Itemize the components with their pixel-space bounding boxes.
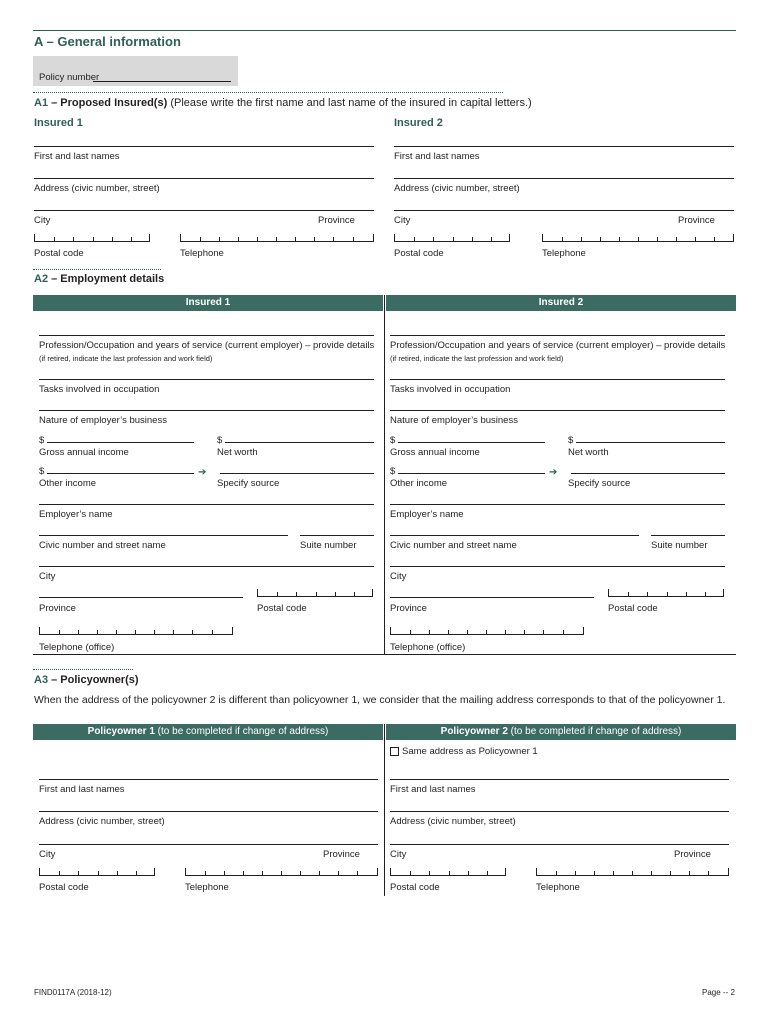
a1-i1-name-field[interactable] bbox=[34, 146, 374, 147]
a3-o1-name-label: First and last names bbox=[39, 784, 125, 795]
a2-i1-province-label: Province bbox=[39, 603, 76, 614]
a2-i1-employer-label: Employer’s name bbox=[39, 509, 113, 520]
a2-i2-gross-label: Gross annual income bbox=[390, 447, 480, 458]
a2-title: – Employment details bbox=[48, 273, 165, 285]
a2-i2-postal-label: Postal code bbox=[608, 603, 658, 614]
a3-o1-city-label: City bbox=[39, 849, 56, 860]
a2-i1-suite-label: Suite number bbox=[300, 540, 357, 551]
a2-insured1-bar: Insured 1 bbox=[33, 295, 383, 311]
a1-i2-address-field[interactable] bbox=[394, 178, 734, 179]
a1-title: – Proposed Insured(s) bbox=[48, 97, 168, 109]
a2-i1-networth-field[interactable] bbox=[225, 442, 374, 443]
a2-i2-source-label: Specify source bbox=[568, 478, 631, 489]
a3-o1-city-field[interactable] bbox=[39, 844, 378, 845]
a3-owner1-bar bbox=[33, 724, 383, 740]
a2-i1-employer-field[interactable] bbox=[39, 504, 374, 505]
a2-i2-other-field[interactable] bbox=[398, 473, 545, 474]
a1-i1-postal-field[interactable] bbox=[34, 234, 150, 242]
a2-i2-networth-label: Net worth bbox=[568, 447, 609, 458]
a1-i1-city-label: City bbox=[34, 215, 51, 226]
policy-number-label: Policy number bbox=[39, 72, 100, 83]
policy-number-field[interactable] bbox=[93, 81, 231, 82]
a3-o2-telephone-label: Telephone bbox=[536, 882, 580, 893]
a2-heading bbox=[34, 273, 164, 285]
a2-i1-profession-sub: (if retired, indicate the last profession and work field) bbox=[39, 354, 213, 363]
a2-i2-street-label: Civic number and street name bbox=[390, 540, 517, 551]
a1-i2-city-field[interactable] bbox=[394, 210, 734, 211]
a1-i2-telephone-label: Telephone bbox=[542, 248, 586, 259]
a3-owner2-bar bbox=[386, 724, 736, 740]
a3-o2-name-field[interactable] bbox=[390, 779, 729, 780]
a1-i2-name-field[interactable] bbox=[394, 146, 734, 147]
a2-i2-dollar-net: $ bbox=[568, 435, 574, 446]
a3-o2-city-field[interactable] bbox=[390, 844, 729, 845]
a2-column-divider bbox=[384, 295, 385, 654]
a2-i1-nature-label: Nature of employer’s business bbox=[39, 415, 167, 426]
form-code: FIND0117A (2018-12) bbox=[34, 988, 112, 997]
a2-i2-profession-label: Profession/Occupation and years of service (current employer) – provide details bbox=[390, 340, 726, 351]
a3-owner2-note: (to be completed if change of address) bbox=[507, 726, 682, 737]
a2-i1-gross-field[interactable] bbox=[47, 442, 194, 443]
arrow-right-icon: ➔ bbox=[549, 467, 558, 478]
a2-i2-dollar-gross: $ bbox=[390, 435, 396, 446]
a1-i1-postal-label: Postal code bbox=[34, 248, 84, 259]
divider bbox=[33, 269, 161, 270]
a2-i2-province-field[interactable] bbox=[390, 597, 594, 598]
a2-i2-employer-label: Employer’s name bbox=[390, 509, 464, 520]
a3-o2-address-field[interactable] bbox=[390, 811, 729, 812]
a2-i1-dollar-net: $ bbox=[217, 435, 223, 446]
a1-i2-name-label: First and last names bbox=[394, 151, 480, 162]
same-address-label: Same address as Policyowner 1 bbox=[402, 746, 538, 757]
a3-o1-name-field[interactable] bbox=[39, 779, 378, 780]
a1-insured2-heading: Insured 2 bbox=[394, 117, 443, 129]
a3-o1-telephone-field[interactable] bbox=[185, 868, 378, 876]
a2-i1-nature-field[interactable] bbox=[39, 410, 374, 411]
a2-i1-profession-label: Profession/Occupation and years of service (current employer) – provide details bbox=[39, 340, 375, 351]
a2-i1-city-field[interactable] bbox=[39, 566, 374, 567]
a2-i2-city-label: City bbox=[390, 571, 407, 582]
a2-i2-city-field[interactable] bbox=[390, 566, 725, 567]
a3-owner1-note: (to be completed if change of address) bbox=[154, 726, 329, 737]
a3-heading bbox=[34, 674, 139, 686]
a2-i2-dollar-other: $ bbox=[390, 466, 396, 477]
a1-i2-province-label: Province bbox=[678, 215, 715, 226]
a1-i2-address-label: Address (civic number, street) bbox=[394, 183, 520, 194]
a2-code: A2 bbox=[34, 273, 49, 285]
arrow-right-icon: ➔ bbox=[198, 467, 207, 478]
a3-column-divider bbox=[384, 724, 385, 896]
a3-o2-postal-field[interactable] bbox=[390, 868, 506, 876]
a3-o1-address-field[interactable] bbox=[39, 811, 378, 812]
a3-o2-city-label: City bbox=[390, 849, 407, 860]
a2-i1-tasks-field[interactable] bbox=[39, 379, 374, 380]
a2-bottom-rule bbox=[33, 654, 736, 655]
a3-description: When the address of the policyowner 2 is different than policyowner 1, we consider that the mailing address corresponds to that of the policyowner 1. bbox=[34, 694, 726, 706]
a2-i2-gross-field[interactable] bbox=[398, 442, 545, 443]
a2-i2-profession-field[interactable] bbox=[390, 335, 725, 336]
a1-insured1-heading: Insured 1 bbox=[34, 117, 83, 129]
a2-i2-suite-field[interactable] bbox=[651, 535, 725, 536]
a2-i2-suite-label: Suite number bbox=[651, 540, 708, 551]
a2-i2-telephone-label: Telephone (office) bbox=[390, 642, 466, 653]
a1-note: (Please write the first name and last name of the insured in capital letters.) bbox=[167, 97, 532, 109]
a3-o1-province-label: Province bbox=[323, 849, 360, 860]
a3-owner1-title: Policyowner 1 bbox=[87, 726, 155, 737]
a2-i2-street-field[interactable] bbox=[390, 535, 639, 536]
a1-i1-name-label: First and last names bbox=[34, 151, 120, 162]
a2-i2-profession-sub: (if retired, indicate the last profession and work field) bbox=[390, 354, 564, 363]
a2-i1-province-field[interactable] bbox=[39, 597, 243, 598]
a3-o2-address-label: Address (civic number, street) bbox=[390, 816, 516, 827]
a2-i1-source-label: Specify source bbox=[217, 478, 280, 489]
a2-i2-tasks-label: Tasks involved in occupation bbox=[390, 384, 511, 395]
a2-i1-city-label: City bbox=[39, 571, 56, 582]
a2-i1-suite-field[interactable] bbox=[300, 535, 374, 536]
a3-code: A3 bbox=[34, 674, 49, 686]
a2-i1-source-field[interactable] bbox=[220, 473, 374, 474]
section-title: A – General information bbox=[34, 34, 181, 49]
a1-i1-city-field[interactable] bbox=[34, 210, 374, 211]
a2-i1-networth-label: Net worth bbox=[217, 447, 258, 458]
a2-i1-dollar-gross: $ bbox=[39, 435, 45, 446]
a3-o1-address-label: Address (civic number, street) bbox=[39, 816, 165, 827]
a2-i1-street-label: Civic number and street name bbox=[39, 540, 166, 551]
a2-i1-postal-label: Postal code bbox=[257, 603, 307, 614]
a2-i1-other-label: Other income bbox=[39, 478, 97, 489]
a2-i1-dollar-other: $ bbox=[39, 466, 45, 477]
a3-o2-name-label: First and last names bbox=[390, 784, 476, 795]
a1-i1-telephone-label: Telephone bbox=[180, 248, 224, 259]
a3-o1-telephone-label: Telephone bbox=[185, 882, 229, 893]
a3-o2-telephone-field[interactable] bbox=[536, 868, 729, 876]
a2-i2-nature-field[interactable] bbox=[390, 410, 725, 411]
a3-o1-postal-label: Postal code bbox=[39, 882, 89, 893]
a1-i1-province-label: Province bbox=[318, 215, 355, 226]
a1-i2-postal-label: Postal code bbox=[394, 248, 444, 259]
a2-i1-other-field[interactable] bbox=[47, 473, 194, 474]
a1-i1-telephone-field[interactable] bbox=[180, 234, 374, 242]
a2-i1-tasks-label: Tasks involved in occupation bbox=[39, 384, 160, 395]
a2-i1-telephone-field[interactable] bbox=[39, 627, 233, 635]
a2-i2-source-field[interactable] bbox=[571, 473, 725, 474]
a2-insured2-bar: Insured 2 bbox=[386, 295, 736, 311]
a2-i2-tasks-field[interactable] bbox=[390, 379, 725, 380]
a3-o2-postal-label: Postal code bbox=[390, 882, 440, 893]
page-number: Page -- 2 bbox=[702, 988, 735, 997]
top-rule bbox=[33, 30, 736, 31]
a2-i1-postal-field[interactable] bbox=[257, 589, 373, 597]
a1-heading bbox=[34, 97, 532, 109]
a1-i2-postal-field[interactable] bbox=[394, 234, 510, 242]
a3-owner2-title: Policyowner 2 bbox=[440, 726, 508, 737]
a1-i1-address-label: Address (civic number, street) bbox=[34, 183, 160, 194]
a2-i1-gross-label: Gross annual income bbox=[39, 447, 129, 458]
divider bbox=[33, 669, 133, 670]
a2-i2-telephone-field[interactable] bbox=[390, 627, 584, 635]
a1-i1-address-field[interactable] bbox=[34, 178, 374, 179]
a2-i2-postal-field[interactable] bbox=[608, 589, 724, 597]
a1-i2-city-label: City bbox=[394, 215, 411, 226]
same-address-checkbox[interactable] bbox=[390, 747, 399, 756]
a3-o1-postal-field[interactable] bbox=[39, 868, 155, 876]
a2-i1-telephone-label: Telephone (office) bbox=[39, 642, 115, 653]
a1-i2-telephone-field[interactable] bbox=[542, 234, 734, 242]
a2-i2-employer-field[interactable] bbox=[390, 504, 725, 505]
a2-i2-nature-label: Nature of employer’s business bbox=[390, 415, 518, 426]
a2-i1-street-field[interactable] bbox=[39, 535, 288, 536]
a1-code: A1 bbox=[34, 97, 49, 109]
a3-o2-province-label: Province bbox=[674, 849, 711, 860]
divider bbox=[33, 92, 503, 93]
a2-i1-profession-field[interactable] bbox=[39, 335, 374, 336]
a2-i2-province-label: Province bbox=[390, 603, 427, 614]
a3-title: – Policyowner(s) bbox=[48, 674, 139, 686]
a2-i2-networth-field[interactable] bbox=[576, 442, 725, 443]
a2-i2-other-label: Other income bbox=[390, 478, 448, 489]
